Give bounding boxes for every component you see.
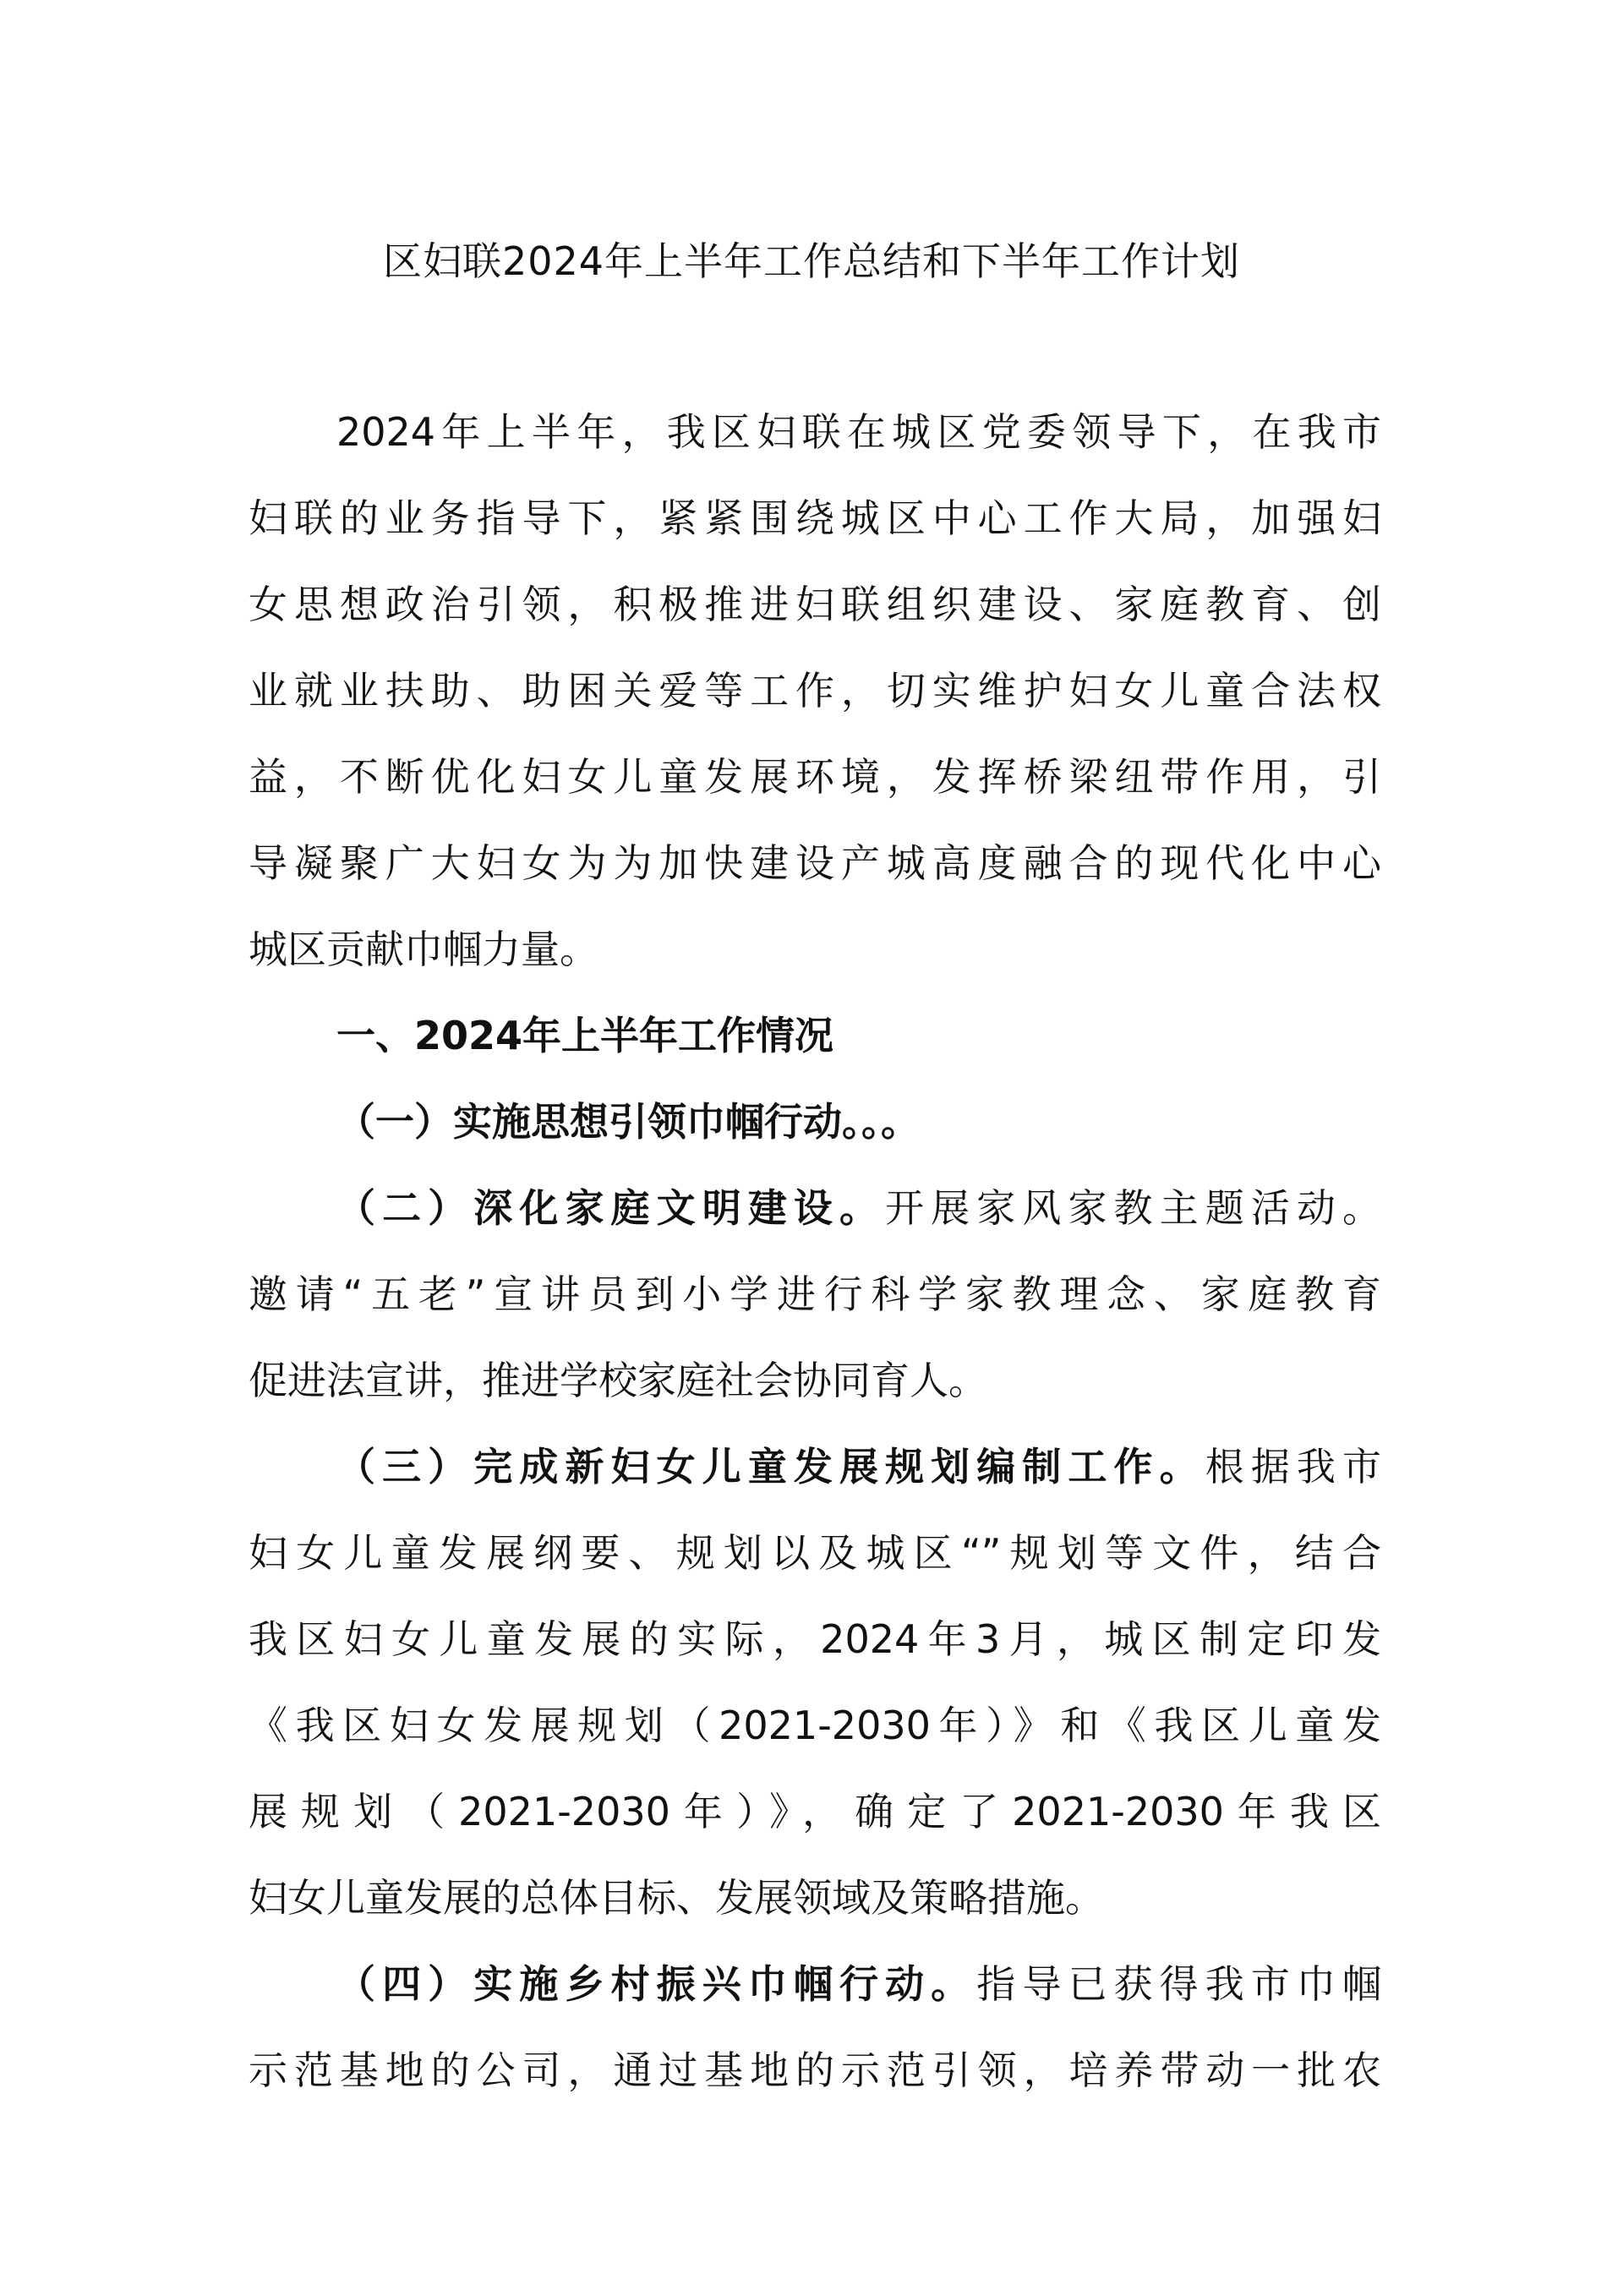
paragraph-line: [249, 1941, 1381, 2027]
subsection-heading: （四）实施乡村振兴巾帼行动。: [336, 1961, 977, 2007]
paragraph-line: 促进法宣讲，推进学校家庭社会协同育人。: [249, 1358, 987, 1403]
paragraph-line: 女思想政治引领，积极推进妇联组织建设、家庭教育、创: [249, 582, 1381, 627]
paragraph-line: 示范基地的公司，通过基地的示范引领，培养带动一批农: [249, 2047, 1381, 2093]
paragraph-line: [249, 1165, 1381, 1251]
paragraph-line: 城区贡献巾帼力量。: [249, 927, 598, 972]
paragraph-line: 我区妇女儿童发展的实际，2024年3月，城区制定印发: [249, 1616, 1381, 1662]
subsection-heading: （三）完成新妇女儿童发展规划编制工作。: [336, 1444, 1205, 1490]
paragraph-line: 妇联的业务指导下，紧紧围绕城区中心工作大局，加强妇: [249, 495, 1381, 541]
document-title: 区妇联2024年上半年工作总结和下半年工作计划: [382, 238, 1241, 284]
section-heading: 一、2024年上半年工作情况: [336, 1013, 834, 1058]
paragraph-line: 业就业扶助、助困关爱等工作，切实维护妇女儿童合法权: [249, 668, 1381, 713]
paragraph-text: 根据我市: [1205, 1444, 1382, 1490]
paragraph-text: 指导已获得我市巾帼: [976, 1961, 1382, 2007]
paragraph-text: 开展家风家教主题活动。: [885, 1185, 1382, 1231]
paragraph-line: 邀请“五老”宣讲员到小学进行科学家教理念、家庭教育: [249, 1271, 1381, 1317]
paragraph-line: 《我区妇女发展规划（2021-2030年）》和《我区儿童发: [249, 1703, 1381, 1748]
paragraph-line: 展规划（2021-2030年）》，确定了2021-2030年我区: [249, 1789, 1381, 1834]
subsection-heading: （二）深化家庭文明建设。: [336, 1185, 886, 1231]
subsection-heading: （一）实施思想引领巾帼行动。。。: [336, 1099, 920, 1145]
document-body: [249, 389, 1381, 2113]
paragraph-line: 导凝聚广大妇女为为加快建设产城高度融合的现代化中心: [249, 840, 1381, 886]
paragraph-line: 妇女儿童发展的总体目标、发展领域及策略措施。: [249, 1875, 1104, 1921]
paragraph-line: [249, 1424, 1381, 1510]
paragraph-line: 妇女儿童发展纲要、规划以及城区“”规划等文件，结合: [249, 1530, 1381, 1576]
paragraph-line: 2024年上半年，我区妇联在城区党委领导下，在我市: [336, 409, 1381, 455]
paragraph-line: 益，不断优化妇女儿童发展环境，发挥桥梁纽带作用，引: [249, 754, 1381, 800]
